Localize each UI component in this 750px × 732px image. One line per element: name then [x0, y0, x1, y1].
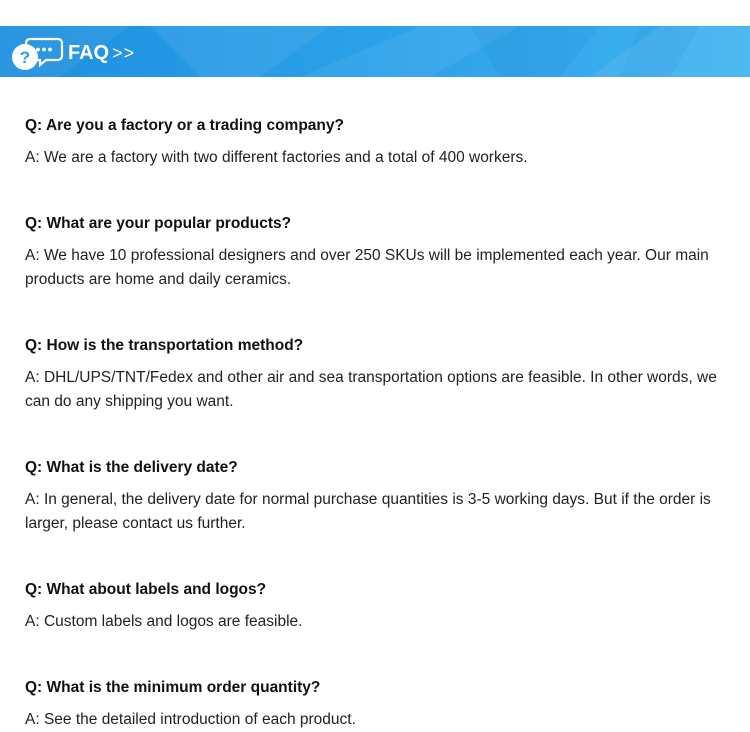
faq-list	[25, 115, 725, 732]
faq-item	[25, 579, 725, 634]
faq-item	[25, 677, 725, 732]
faq-question: Q: How is the transportation method?	[25, 337, 304, 354]
faq-question: Q: What about labels and logos?	[25, 581, 267, 598]
faq-item	[25, 457, 725, 536]
faq-answer: A: Custom labels and logos are feasible.	[25, 613, 303, 630]
faq-question: Q: What is the minimum order quantity?	[25, 679, 321, 696]
faq-answer: A: DHL/UPS/TNT/Fedex and other air and sea transportation options are feasible. In other words, we can do any shipping you want.	[25, 369, 717, 410]
faq-answer: A: In general, the delivery date for normal purchase quantities is 3-5 working days. But if the order is larger, please contact us further.	[25, 491, 711, 532]
faq-item	[25, 213, 725, 292]
faq-item	[25, 115, 725, 170]
faq-answer: A: We have 10 professional designers and over 250 SKUs will be implemented each year. Our main products are home and daily ceramics.	[25, 247, 709, 288]
faq-title	[68, 41, 135, 65]
faq-answer: A: See the detailed introduction of each product.	[25, 711, 356, 728]
question-chat-icon	[8, 34, 64, 74]
faq-question: Q: Are you a factory or a trading company?	[25, 117, 344, 134]
faq-title-text: FAQ	[68, 42, 110, 64]
svg-text:?: ?	[19, 48, 31, 67]
faq-answer: A: We are a factory with two different factories and a total of 400 workers.	[25, 149, 528, 166]
faq-title-arrows: >>	[112, 43, 136, 63]
faq-item	[25, 335, 725, 414]
faq-question: Q: What is the delivery date?	[25, 459, 238, 476]
faq-header-banner	[0, 26, 750, 77]
faq-question: Q: What are your popular products?	[25, 215, 292, 232]
